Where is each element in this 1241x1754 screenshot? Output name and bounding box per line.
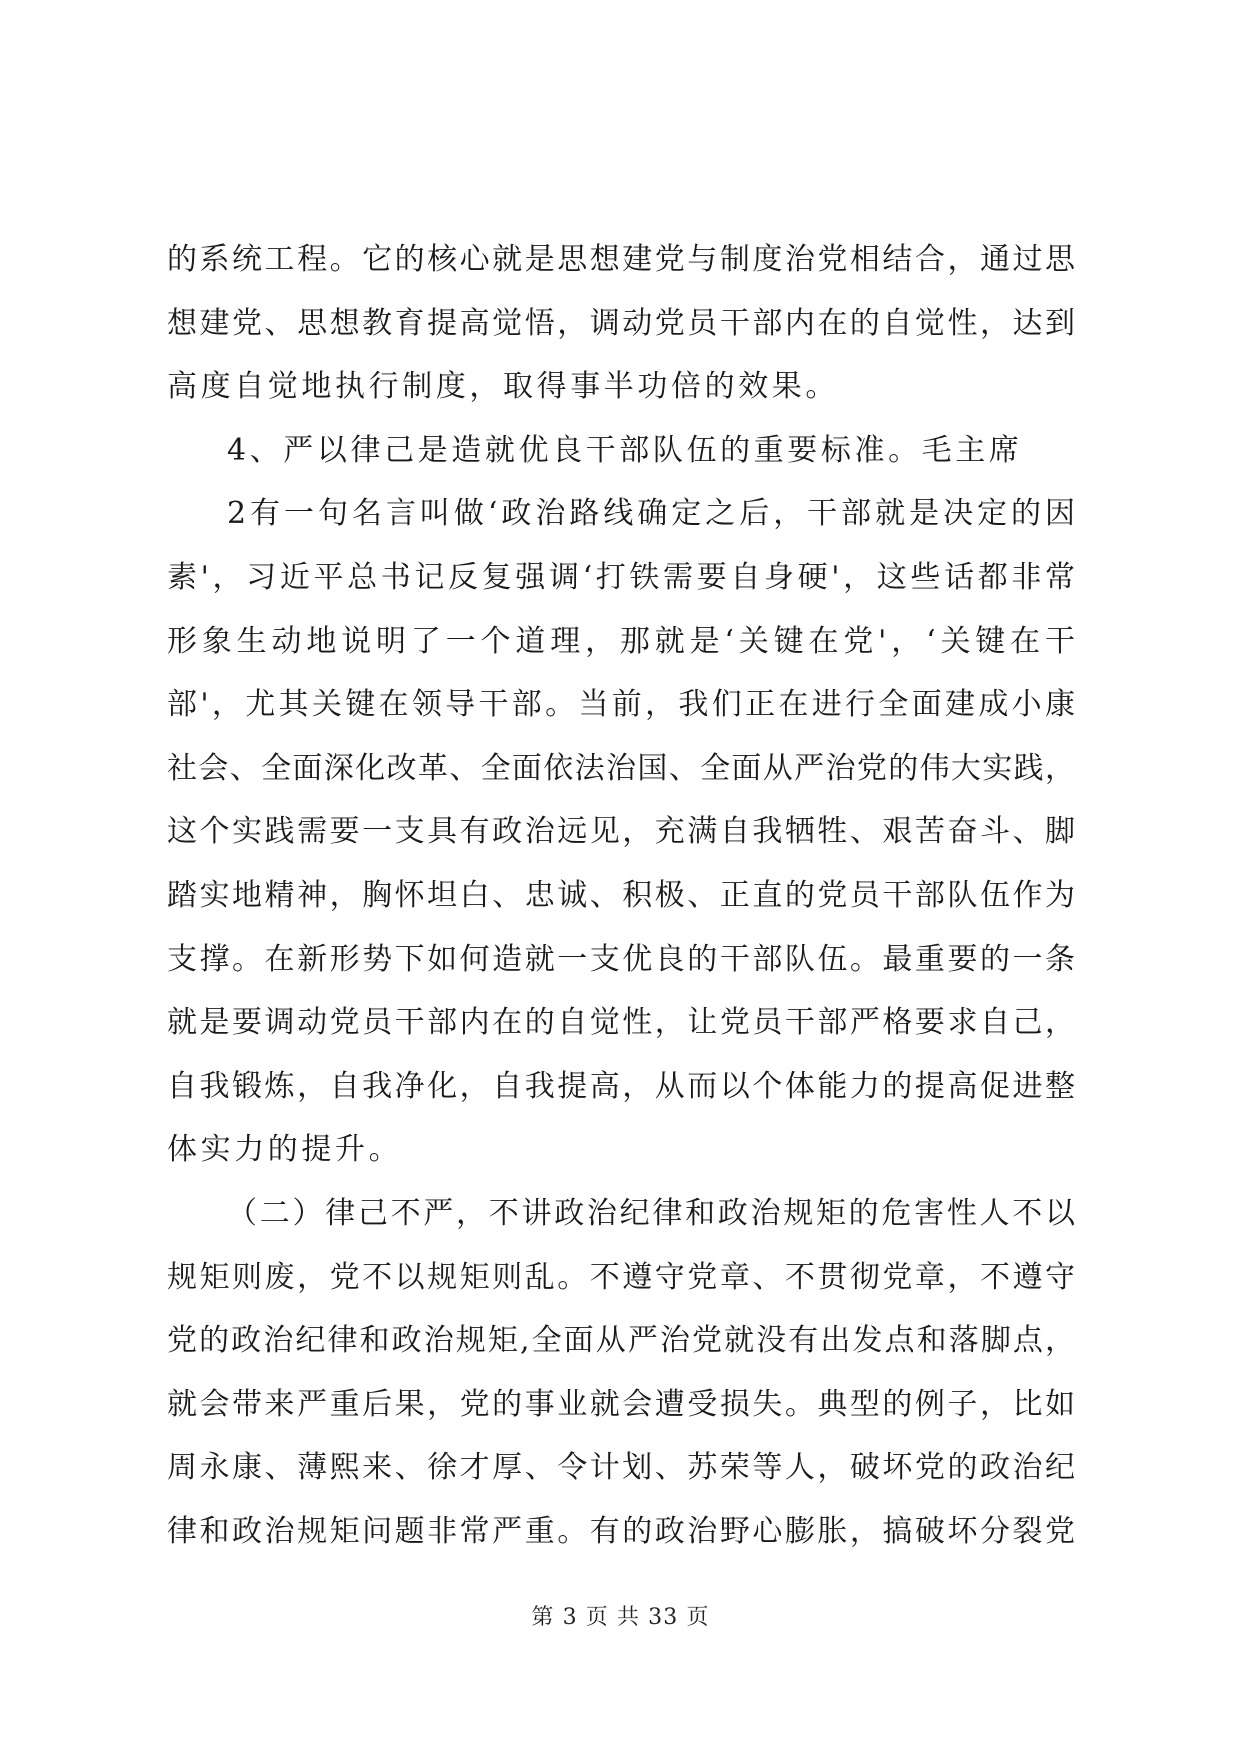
text-line: 想建党、思想教育提高觉悟，调动党员干部内在的自觉性，达到 <box>167 305 1075 341</box>
text-line: 自我锻炼，自我净化，自我提高，从而以个体能力的提高促进整 <box>167 1068 1075 1104</box>
body-text <box>167 228 1075 1563</box>
text-line: 就是要调动党员干部内在的自觉性，让党员干部严格要求自己， <box>167 1005 1075 1041</box>
text-line: 社会、全面深化改革、全面依法治国、全面从严治党的伟大实践， <box>167 750 1075 786</box>
page-number-footer: 第 3 页 共 33 页 <box>531 1605 710 1630</box>
paragraph-start-line: （二）律己不严，不讲政治纪律和政治规矩的危害性人不以 <box>227 1195 1075 1231</box>
text-line: 律和政治规矩问题非常严重。有的政治野心膨胀，搞破坏分裂党 <box>167 1513 1075 1549</box>
paragraph-start-line: 4、严以律己是造就优良干部队伍的重要标准。毛主席 <box>227 432 1023 468</box>
text-line: 支撑。在新形势下如何造就一支优良的干部队伍。最重要的一条 <box>167 941 1075 977</box>
text-line: 踏实地精神，胸怀坦白、忠诚、积极、正直的党员干部队伍作为 <box>167 877 1075 913</box>
paragraph-start-line: 2有一句名言叫做‘政治路线确定之后，干部就是决定的因 <box>227 496 1075 532</box>
text-line: 周永康、薄熙来、徐才厚、令计划、苏荣等人，破坏党的政治纪 <box>167 1450 1075 1486</box>
text-line: 就会带来严重后果，党的事业就会遭受损失。典型的例子，比如 <box>167 1386 1075 1422</box>
text-line: 高度自觉地执行制度，取得事半功倍的效果。 <box>167 369 839 405</box>
text-line: 党的政治纪律和政治规矩,全面从严治党就没有出发点和落脚点， <box>167 1323 1075 1359</box>
text-line: 形象生动地说明了一个道理，那就是‘关键在党'，‘关键在干 <box>167 623 1075 659</box>
text-line: 体实力的提升。 <box>167 1132 403 1168</box>
text-line: 的系统工程。它的核心就是思想建党与制度治党相结合，通过思 <box>167 242 1075 277</box>
text-line: 这个实践需要一支具有政治远见，充满自我牺牲、艰苦奋斗、脚 <box>167 814 1075 850</box>
text-line: 规矩则废，党不以规矩则乱。不遵守党章、不贯彻党章，不遵守 <box>167 1259 1075 1295</box>
text-line: 素'，习近平总书记反复强调‘打铁需要自身硬'，这些话都非常 <box>167 559 1075 595</box>
text-line: 部'，尤其关键在领导干部。当前，我们正在进行全面建成小康 <box>167 687 1075 723</box>
